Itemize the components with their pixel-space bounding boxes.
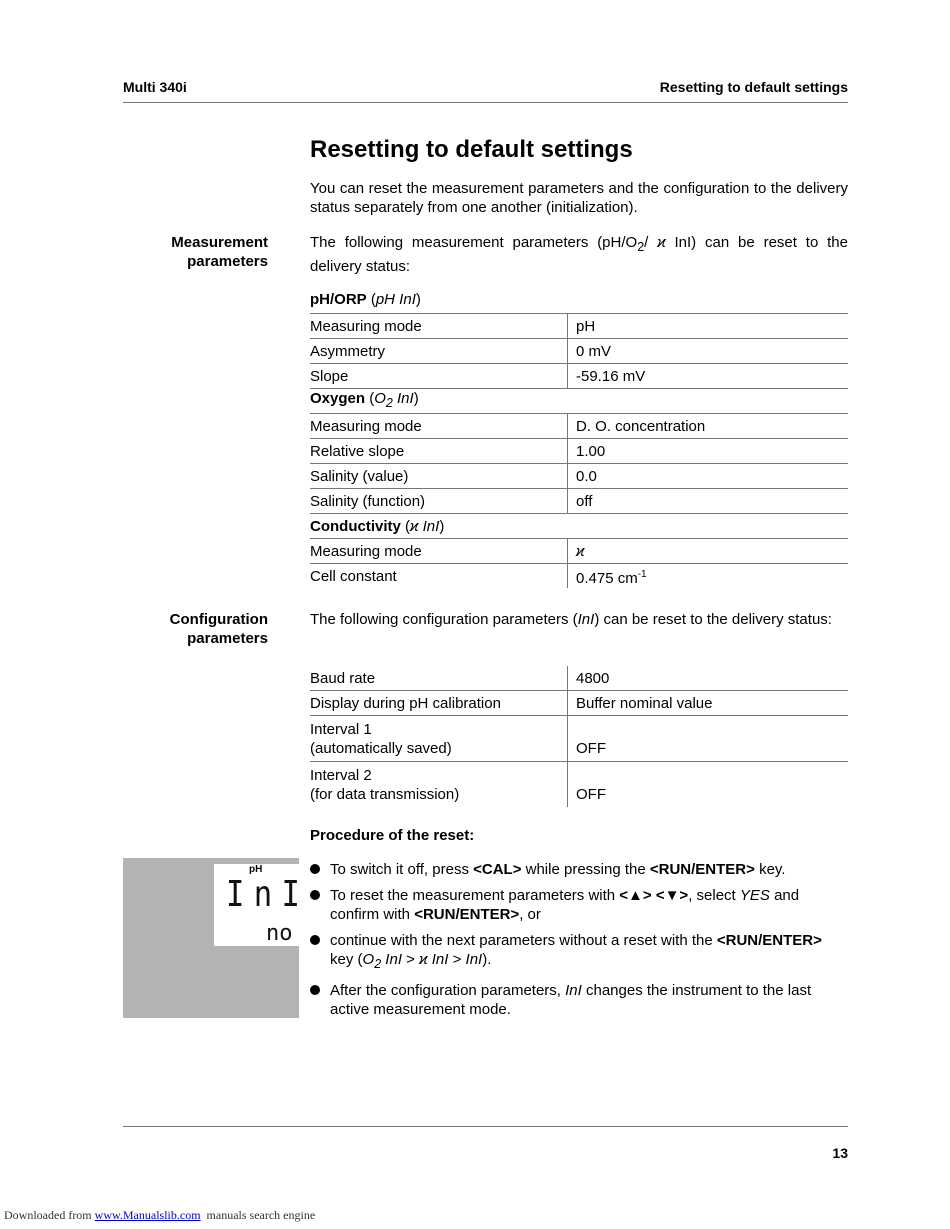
oxygen-heading [310, 389, 848, 414]
footer-text: Downloaded from [4, 1208, 95, 1222]
kappa-symbol: ϰ [657, 234, 666, 251]
configuration-side-label-line2: parameters [187, 630, 268, 647]
table-row [310, 564, 848, 589]
ph-orp-heading [310, 291, 421, 308]
param-line: (automatically saved) [310, 739, 452, 757]
measurement-intro [310, 233, 848, 276]
table-row [310, 339, 848, 364]
value-cell: D. O. concentration [568, 414, 849, 439]
measurement-side-label-line1: Measurement [171, 234, 268, 251]
oxygen-paren-o: O [374, 390, 386, 407]
key-label: <RUN/ENTER> [649, 861, 755, 878]
oxygen-paren-ini: InI [392, 390, 414, 407]
header-rule [123, 102, 848, 103]
param-cell: Salinity (value) [310, 464, 568, 489]
table-row [310, 539, 848, 564]
table-row [310, 716, 848, 762]
bullet-italic: InI [427, 951, 449, 968]
param-cell: Asymmetry [310, 339, 568, 364]
conductivity-paren-close: ) [439, 517, 445, 535]
bullet-text: changes the instrument to the last active measurement mode. [330, 982, 812, 1018]
oxygen-paren-open: ( [365, 390, 375, 407]
header-right: Resetting to default settings [659, 79, 848, 95]
list-item [310, 931, 848, 974]
bullet-text: key ( [330, 951, 363, 968]
param-cell: Measuring mode [310, 314, 568, 339]
bullet-text: , select [688, 887, 740, 904]
bullet-text: ). [482, 951, 492, 968]
list-item [310, 860, 848, 879]
lcd-sub-text: no [266, 921, 293, 946]
table-row [310, 439, 848, 464]
procedure-title: Procedure of the reset: [310, 827, 475, 844]
table-row [310, 314, 848, 339]
measurement-side-label-line2: parameters [187, 253, 268, 270]
param-line: Interval 2 [310, 766, 372, 784]
param-cell: Display during pH calibration [310, 691, 568, 716]
download-footer [4, 1208, 315, 1223]
ph-orp-paren-text: pH InI [375, 291, 416, 308]
ph-orp-paren-open: ( [366, 291, 376, 308]
conductivity-paren-ini: InI [418, 517, 440, 535]
table-row [310, 414, 848, 439]
value-cell [568, 539, 849, 564]
bullet-icon [310, 864, 320, 874]
table-row [310, 691, 848, 716]
lcd-main-text: InI [226, 874, 310, 915]
header-left: Multi 340i [123, 79, 187, 95]
table-row [310, 464, 848, 489]
value-cell: OFF [576, 786, 606, 803]
configuration-side-label [123, 610, 268, 648]
lcd-unit: pH [249, 864, 263, 875]
oxygen-paren-close: ) [413, 390, 419, 407]
conductivity-section-row [310, 514, 848, 539]
param-cell [310, 716, 568, 762]
bullet-text: To reset the measurement parameters with [330, 887, 620, 904]
bullet-text: while pressing the [521, 861, 650, 878]
page-title: Resetting to default settings [310, 136, 633, 163]
key-label: <RUN/ENTER> [716, 932, 822, 949]
configuration-parameters-table [310, 666, 848, 807]
bullet-icon [310, 890, 320, 900]
kappa-symbol: ϰ [410, 517, 419, 535]
intro-paragraph: You can reset the measurement parameters and the configuration to the delivery status separately from one another (initialization). [310, 180, 848, 216]
bullet-text: After the configuration parameters, [330, 982, 566, 999]
param-line: (for data transmission) [310, 785, 460, 803]
param-cell: Baud rate [310, 666, 568, 691]
bullet-text: key. [754, 861, 786, 878]
page-number: 13 [832, 1145, 848, 1161]
configuration-side-label-line1: Configuration [169, 611, 268, 628]
conductivity-title: Conductivity [310, 517, 401, 535]
kappa-symbol: ϰ [576, 542, 585, 560]
bullet-text: > [402, 951, 420, 968]
configuration-intro-italic: InI [577, 611, 595, 628]
configuration-intro-pre: The following configuration parameters ( [310, 611, 578, 628]
conductivity-heading [310, 514, 848, 539]
key-label: <▲> <▼> [619, 887, 689, 904]
conductivity-paren-open: ( [400, 517, 411, 535]
measurement-intro-mid: / [644, 234, 658, 251]
bullet-italic: InI [381, 951, 402, 968]
value-cell: OFF [568, 716, 849, 762]
bullet-italic: InI [465, 951, 483, 968]
configuration-intro [310, 610, 848, 629]
key-label: <CAL> [473, 861, 522, 878]
bullet-text: > [448, 951, 466, 968]
value-cell: 0.0 [568, 464, 849, 489]
value-cell [568, 564, 849, 589]
param-cell: Cell constant [310, 564, 568, 589]
param-cell: Salinity (function) [310, 489, 568, 514]
list-item [310, 981, 848, 1019]
measurement-intro-post: InI) can be reset to the delivery status: [310, 234, 848, 275]
bullet-text: continue with the next parameters without a reset with the [330, 932, 717, 949]
param-cell [310, 762, 568, 808]
param-cell: Relative slope [310, 439, 568, 464]
ph-orp-title: pH/ORP [310, 291, 367, 308]
value-cell: 4800 [568, 666, 849, 691]
measurement-intro-pre: The following measurement parameters (pH/O [310, 234, 638, 251]
param-cell: Slope [310, 364, 568, 389]
param-cell: Measuring mode [310, 539, 568, 564]
oxygen-paren-sub: 2 [385, 396, 393, 410]
bullet-text: , or [519, 906, 541, 923]
cell-constant-value: 0.475 cm [576, 569, 638, 587]
value-cell: 0 mV [568, 339, 849, 364]
oxygen-title: Oxygen [310, 390, 366, 407]
bullet-italic: O [362, 951, 375, 968]
value-cell: off [568, 489, 849, 514]
table-row [310, 364, 848, 389]
ph-orp-paren-close: ) [415, 291, 421, 308]
bullet-icon [310, 935, 320, 945]
configuration-intro-post: ) can be reset to the delivery status: [594, 611, 832, 628]
procedure-list [310, 860, 848, 1026]
kappa-symbol: ϰ [419, 951, 428, 968]
value-cell: 1.00 [568, 439, 849, 464]
list-item [310, 886, 848, 924]
footer-rule [123, 1126, 848, 1127]
cell-constant-exponent: -1 [637, 568, 647, 580]
yes-option: YES [739, 887, 770, 904]
manualslib-link[interactable]: www.Manualslib.com [94, 1208, 201, 1222]
bullet-italic: InI [565, 982, 582, 999]
measurement-side-label [123, 233, 268, 271]
table-row [310, 489, 848, 514]
bullet-text: To switch it off, press [330, 861, 474, 878]
value-cell: Buffer nominal value [568, 691, 849, 716]
table-row [310, 762, 848, 808]
bullet-text: and confirm with [330, 887, 800, 923]
bullet-subscript: 2 [374, 957, 382, 971]
oxygen-section-row [310, 389, 848, 414]
table-row [310, 666, 848, 691]
bullet-icon [310, 985, 320, 995]
footer-text: manuals search engine [200, 1208, 316, 1222]
value-cell: pH [568, 314, 849, 339]
value-cell: -59.16 mV [568, 364, 849, 389]
key-label: <RUN/ENTER> [414, 906, 520, 923]
param-cell: Measuring mode [310, 414, 568, 439]
lcd-display [214, 864, 310, 946]
measurement-parameters-table [310, 313, 848, 588]
measurement-intro-sub: 2 [637, 240, 645, 254]
param-line: Interval 1 [310, 720, 372, 738]
